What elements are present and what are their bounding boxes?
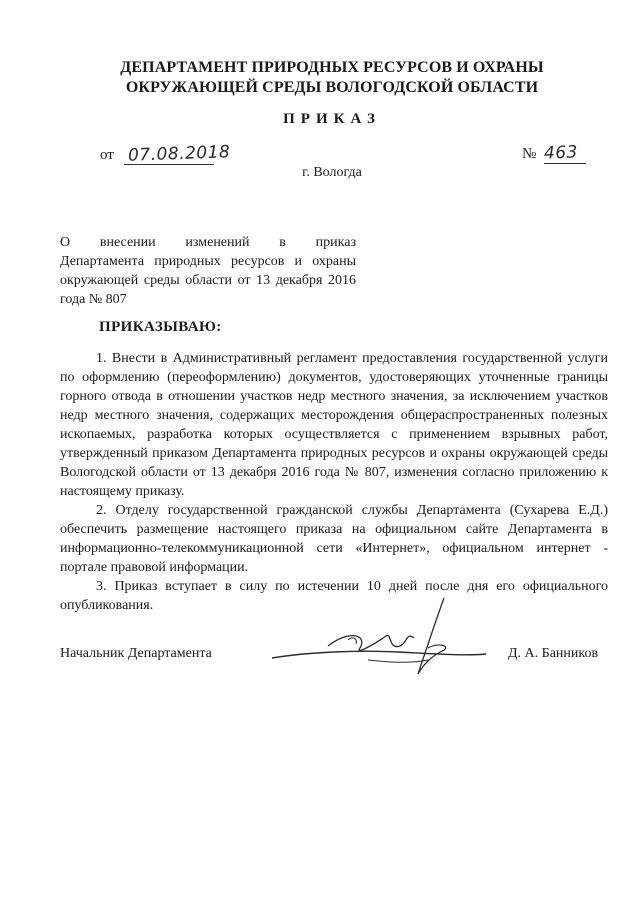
order-item-2: 2. Отделу государственной гражданской службы Департамента (Сухарева Е.Д.) обеспечить размещение настоящего приказа на официальном сайте Департамента в информационно-телекоммуникационной сети «Интернет», официальном интернет - портале правовой информации. bbox=[60, 503, 608, 575]
signature-image bbox=[268, 590, 488, 682]
signatory-name: Д. А. Банников bbox=[508, 646, 599, 661]
signatory-role: Начальник Департамента bbox=[60, 646, 212, 661]
number-prefix: № bbox=[522, 146, 537, 162]
subject-rest: Департамента природных ресурсов и охраны окружающей среды области от 13 декабря 2016 года № 807 bbox=[60, 254, 356, 307]
order-subject bbox=[60, 233, 356, 309]
city: г. Вологда bbox=[302, 165, 362, 180]
date-handwritten: 07.08.2018 bbox=[127, 142, 231, 166]
number-underline bbox=[544, 143, 586, 164]
date-row bbox=[100, 142, 231, 166]
header-line-2: ОКРУЖАЮЩЕЙ СРЕДЫ ВОЛОГОДСКОЙ ОБЛАСТИ bbox=[125, 79, 539, 96]
order-item-1: 1. Внести в Административный регламент предоставления государственной услуги по оформлению (переоформлению) документов, удостоверяющих уточненные границы горного отвода в отношении участков недр местного значения, за исключением участков недр местного значения, содержащих месторождения общераспространенных полезных ископаемых, разработка которых осуществляется с применением взрывных работ, утвержденный приказом Департамента природных ресурсов и охраны окружающей среды Вологодской области от 13 декабря 2016 года № 807, изменения согласно приложению к настоящему приказу. bbox=[60, 351, 608, 499]
order-item-3: 3. Приказ вступает в силу по истечении 10 дней после дня его официального опубликования. bbox=[60, 579, 608, 613]
number-handwritten: 463 bbox=[543, 142, 579, 164]
order-title: ПРИКАЗ bbox=[283, 111, 381, 127]
orders-heading: ПРИКАЗЫВАЮ: bbox=[99, 319, 222, 335]
date-underline bbox=[124, 142, 231, 166]
number-row bbox=[522, 143, 586, 164]
department-header bbox=[60, 58, 604, 98]
subject-line-1: О внесении изменений в приказ bbox=[60, 235, 356, 250]
order-body bbox=[60, 349, 608, 615]
date-prefix: от bbox=[100, 147, 114, 163]
header-line-1: ДЕПАРТАМЕНТ ПРИРОДНЫХ РЕСУРСОВ И ОХРАНЫ bbox=[120, 59, 544, 76]
